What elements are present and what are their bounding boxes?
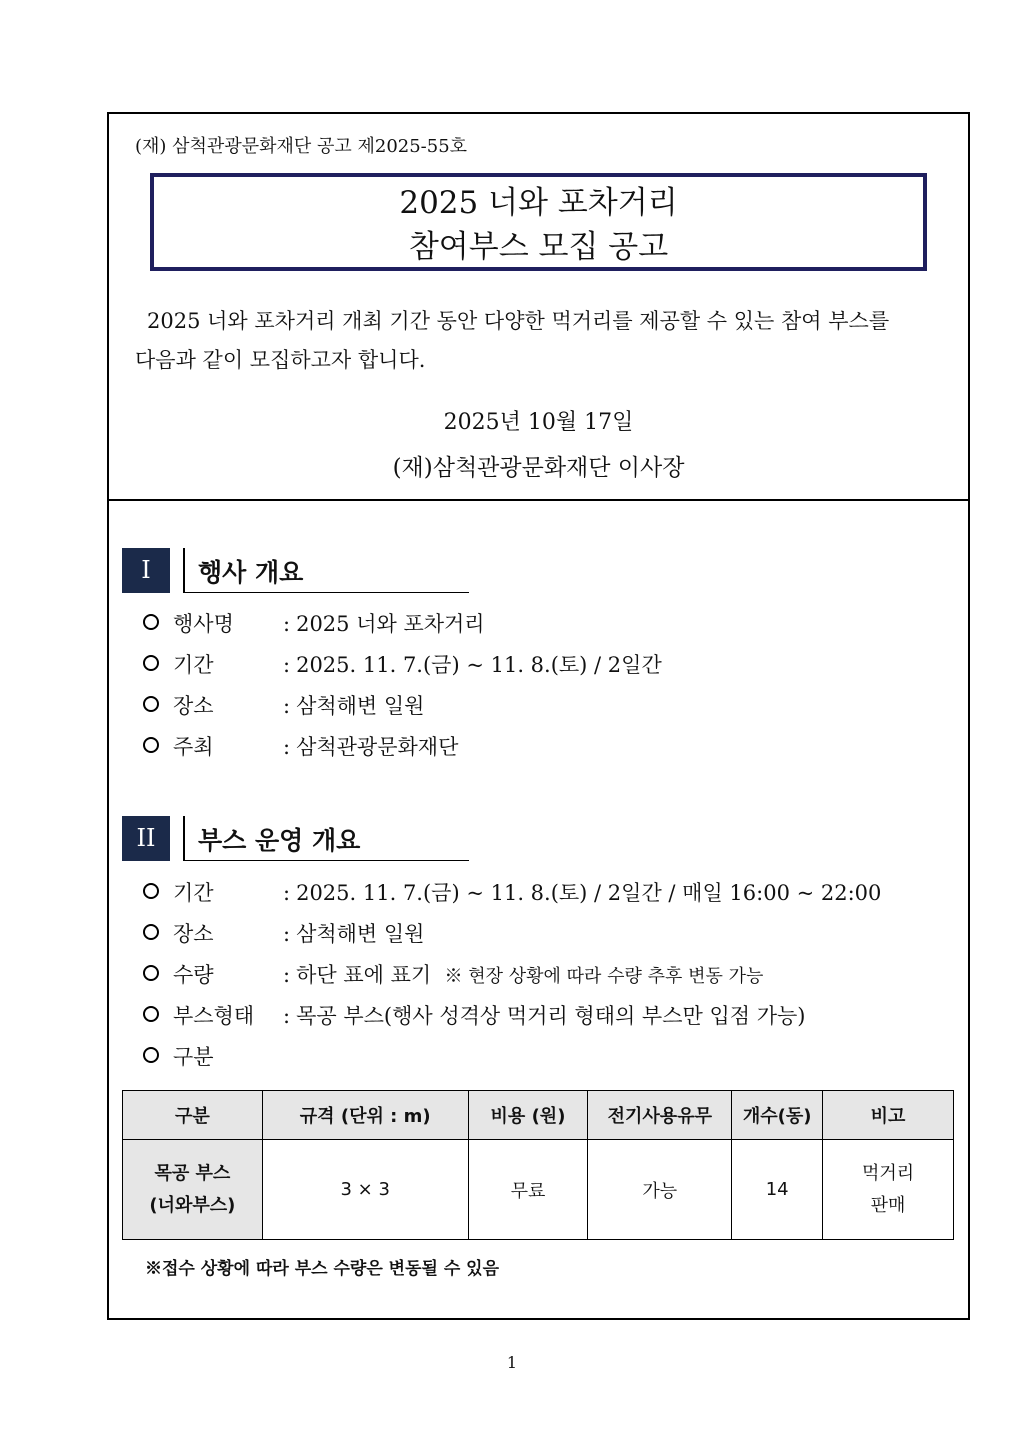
booth-note-line-2: 판매 bbox=[870, 1194, 906, 1216]
item-label: 부스형태 bbox=[173, 1004, 255, 1028]
item-label: 장소 bbox=[173, 922, 214, 946]
intro-line-1: 2025 너와 포차거리 개최 기간 동안 다양한 먹거리를 제공할 수 있는 참여 부스를 bbox=[147, 309, 890, 333]
title-box bbox=[150, 173, 927, 271]
item-label: 수량 bbox=[173, 963, 214, 987]
list-item: 수량 : 하단 표에 표기 ※ 현장 상황에 따라 수량 추후 변동 가능 bbox=[143, 959, 763, 989]
list-item: 주최 : 삼척관광문화재단 bbox=[143, 731, 458, 761]
item-value: 2025 너와 포차거리 bbox=[296, 612, 485, 636]
booth-type-line-1: 목공 부스 bbox=[154, 1162, 231, 1184]
table-header-cell: 구분 bbox=[123, 1091, 263, 1140]
section-1-title: 행사 개요 bbox=[198, 558, 304, 587]
item-label: 기간 bbox=[173, 653, 214, 677]
circle-bullet-icon bbox=[143, 965, 159, 981]
circle-bullet-icon bbox=[143, 924, 159, 940]
circle-bullet-icon bbox=[143, 883, 159, 899]
item-label: 행사명 bbox=[173, 612, 234, 636]
circle-bullet-icon bbox=[143, 1006, 159, 1022]
booth-type-line-2: (너와부스) bbox=[149, 1194, 236, 1216]
title-line-2: 참여부스 모집 공고 bbox=[408, 229, 669, 265]
booth-count-cell: 14 bbox=[732, 1140, 823, 1240]
intro-paragraph bbox=[135, 302, 970, 380]
list-item: 장소 : 삼척해변 일원 bbox=[143, 690, 424, 720]
booth-size-cell: 3 × 3 bbox=[262, 1140, 468, 1240]
list-item: 행사명 : 2025 너와 포차거리 bbox=[143, 608, 485, 638]
circle-bullet-icon bbox=[143, 737, 159, 753]
section-1-underline bbox=[183, 592, 469, 593]
list-item: 기간 : 2025. 11. 7.(금) ~ 11. 8.(토) / 2일간 bbox=[143, 649, 662, 679]
frame-divider bbox=[107, 499, 970, 501]
page-number: 1 bbox=[506, 1353, 518, 1372]
section-2-title: 부스 운영 개요 bbox=[198, 826, 361, 855]
booth-table bbox=[122, 1090, 954, 1240]
table-header-cell: 규격 (단위 : m) bbox=[262, 1091, 468, 1140]
list-item: 부스형태 : 목공 부스(행사 성격상 먹거리 형태의 부스만 입점 가능) bbox=[143, 1000, 805, 1030]
item-label: 기간 bbox=[173, 881, 214, 905]
table-header-cell: 개수(동) bbox=[732, 1091, 823, 1140]
circle-bullet-icon bbox=[143, 1047, 159, 1063]
intro-line-2: 다음과 같이 모집하고자 합니다. bbox=[135, 348, 426, 372]
footnote: ※접수 상황에 따라 부스 수량은 변동될 수 있음 bbox=[145, 1259, 500, 1279]
table-header-row bbox=[123, 1091, 954, 1140]
item-value: 2025. 11. 7.(금) ~ 11. 8.(토) / 2일간 bbox=[296, 653, 662, 677]
list-item bbox=[143, 1041, 277, 1071]
notice-number: (재) 삼척관광문화재단 공고 제2025-55호 bbox=[135, 136, 468, 157]
title-line-1: 2025 너와 포차거리 bbox=[399, 185, 678, 221]
item-value: 삼척해변 일원 bbox=[296, 922, 425, 946]
item-label: 장소 bbox=[173, 694, 214, 718]
section-2-underline bbox=[183, 860, 469, 861]
item-value: 목공 부스(행사 성격상 먹거리 형태의 부스만 입점 가능) bbox=[296, 1004, 806, 1028]
booth-electric-cell: 가능 bbox=[588, 1140, 732, 1240]
booth-note-cell bbox=[823, 1140, 954, 1240]
list-item: 장소 : 삼척해변 일원 bbox=[143, 918, 424, 948]
section-1-number: I bbox=[122, 548, 170, 593]
item-label: 구분 bbox=[173, 1045, 214, 1069]
item-value: 삼척해변 일원 bbox=[296, 694, 425, 718]
item-value: 2025. 11. 7.(금) ~ 11. 8.(토) / 2일간 / 매일 16:00 ~ 22:00 bbox=[296, 881, 882, 905]
issuer: (재)삼척관광문화재단 이사장 bbox=[392, 455, 685, 481]
section-2-bar bbox=[183, 816, 185, 861]
booth-cost-cell: 무료 bbox=[468, 1140, 588, 1240]
section-1-bar bbox=[183, 548, 185, 593]
table-row bbox=[123, 1140, 954, 1240]
table-header-cell: 전기사용유무 bbox=[588, 1091, 732, 1140]
circle-bullet-icon bbox=[143, 696, 159, 712]
item-note: ※ 현장 상황에 따라 수량 추후 변동 가능 bbox=[444, 966, 764, 987]
list-item: 기간 : 2025. 11. 7.(금) ~ 11. 8.(토) / 2일간 / 매일 16:00 ~ 22:00 bbox=[143, 877, 881, 907]
item-value: 삼척관광문화재단 bbox=[296, 735, 459, 759]
circle-bullet-icon bbox=[143, 655, 159, 671]
section-2-number: II bbox=[122, 816, 170, 861]
item-label: 주최 bbox=[173, 735, 214, 759]
table-header-cell: 비용 (원) bbox=[468, 1091, 588, 1140]
notice-date: 2025년 10월 17일 bbox=[443, 410, 634, 435]
table-header-cell: 비고 bbox=[823, 1091, 954, 1140]
booth-type-cell bbox=[123, 1140, 263, 1240]
item-value: 하단 표에 표기 bbox=[296, 963, 432, 987]
circle-bullet-icon bbox=[143, 614, 159, 630]
booth-note-line-1: 먹거리 bbox=[861, 1162, 915, 1184]
